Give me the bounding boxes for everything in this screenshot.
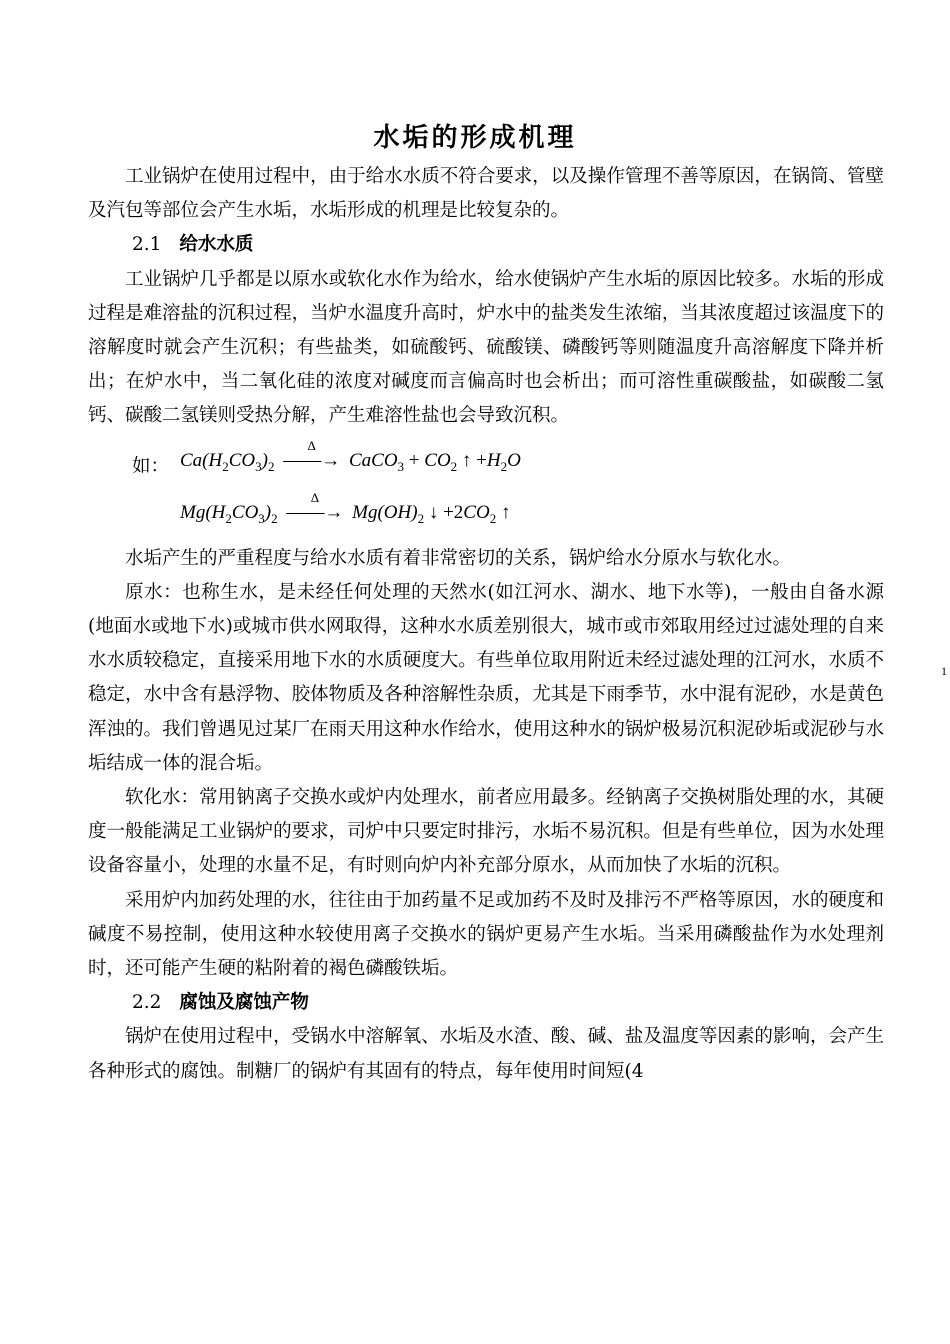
formula-block: [88, 438, 884, 542]
paragraph: 水垢产生的严重程度与给水水质有着非常密切的关系，锅炉给水分原水与软化水。: [125, 547, 792, 569]
section-title: 腐蚀及腐蚀产物: [179, 992, 309, 1014]
delta-symbol: Δ: [310, 489, 320, 505]
formula-magnesium-bicarbonate: $Mg(H_2CO_3)_2$ Δ ——→ $Mg(OH)_2$ ↓ $+2CO_2$ ↑: [180, 496, 510, 536]
paragraph: 采用炉内加药处理的水，往往由于加药量不足或加药不及时及排污不严格等原因，水的硬度和碱度不易控制，使用这种水较使用离子交换水的锅炉更易产生水垢。当采用磷酸盐作为水处理剂时，还可能产生硬的粘附着的褐色磷酸铁垢。: [88, 889, 884, 980]
heat-arrow: Δ ——→: [286, 496, 343, 530]
section-title: 给水水质: [179, 234, 254, 256]
page-number: 1: [941, 664, 947, 678]
paragraph: 锅炉在使用过程中，受锅水中溶解氧、水垢及水渣、酸、碱、盐及温度等因素的影响，会产生各种形式的腐蚀。制糖厂的锅炉有其固有的特点，每年使用时间短(4: [88, 1026, 884, 1082]
section-number: 2.2: [132, 992, 162, 1014]
intro-paragraph: 工业锅炉在使用过程中，由于给水水质不符合要求，以及操作管理不善等原因，在锅筒、管壁及汽包等部位会产生水垢，水垢形成的机理是比较复杂的。: [88, 166, 884, 222]
page-title: 水垢的形成机理: [373, 123, 577, 153]
paragraph: 工业锅炉几乎都是以原水或软化水作为给水，给水使锅炉产生水垢的原因比较多。水垢的形成过程是难溶盐的沉积过程，当炉水温度升高时，炉水中的盐类发生浓缩，当其浓度超过该温度下的溶解度时就会产生沉积；有些盐类，如硫酸钙、硫酸镁、磷酸钙等则随温度升高溶解度下降并析出；在炉水中，当二氧化硅的浓度对碱度而言偏高时也会析出；而可溶性重碳酸盐，如碳酸二氢钙、碳酸二氢镁则受热分解，产生难溶性盐也会导致沉积。: [88, 268, 884, 427]
section-heading-2-1: [88, 228, 884, 262]
formula-calcium-bicarbonate: $Ca(H_2CO_3)_2$ Δ ——→ CaCO$_3$ + $CO_2$ ↑ $+H_2O$: [180, 444, 521, 484]
heat-arrow: Δ ——→: [283, 444, 340, 478]
section-heading-2-2: [88, 986, 884, 1020]
paragraph: 原水：也称生水，是未经任何处理的天然水(如江河水、湖水、地下水等)，一般由自备水源(地面水或地下水)或城市供水网取得，这种水水质差别很大，城市或市郊取用经过过滤处理的自来水水质较稳定，直接采用地下水的水质硬度大。有些单位取用附近未经过滤处理的江河水，水质不稳定，水中含有悬浮物、胶体物质及各种溶解性杂质，尤其是下雨季节，水中混有泥砂，水是黄色浑浊的。我们曾遇见过某厂在雨天用这种水作给水，使用这种水的锅炉极易沉积泥砂垢或泥砂与水垢结成一体的混合垢。: [88, 581, 884, 774]
document-body: [88, 160, 884, 1089]
section-number: 2.1: [132, 234, 162, 256]
delta-symbol: Δ: [307, 437, 316, 453]
formula-prefix: 如：: [132, 455, 170, 477]
paragraph: 软化水：常用钠离子交换水或炉内处理水，前者应用最多。经钠离子交换树脂处理的水，其硬度一般能满足工业锅炉的要求，司炉中只要定时排污，水垢不易沉积。但是有些单位，因为水处理设备容量小，处理的水量不足，有时则向炉内补充部分原水，从而加快了水垢的沉积。: [88, 787, 884, 877]
